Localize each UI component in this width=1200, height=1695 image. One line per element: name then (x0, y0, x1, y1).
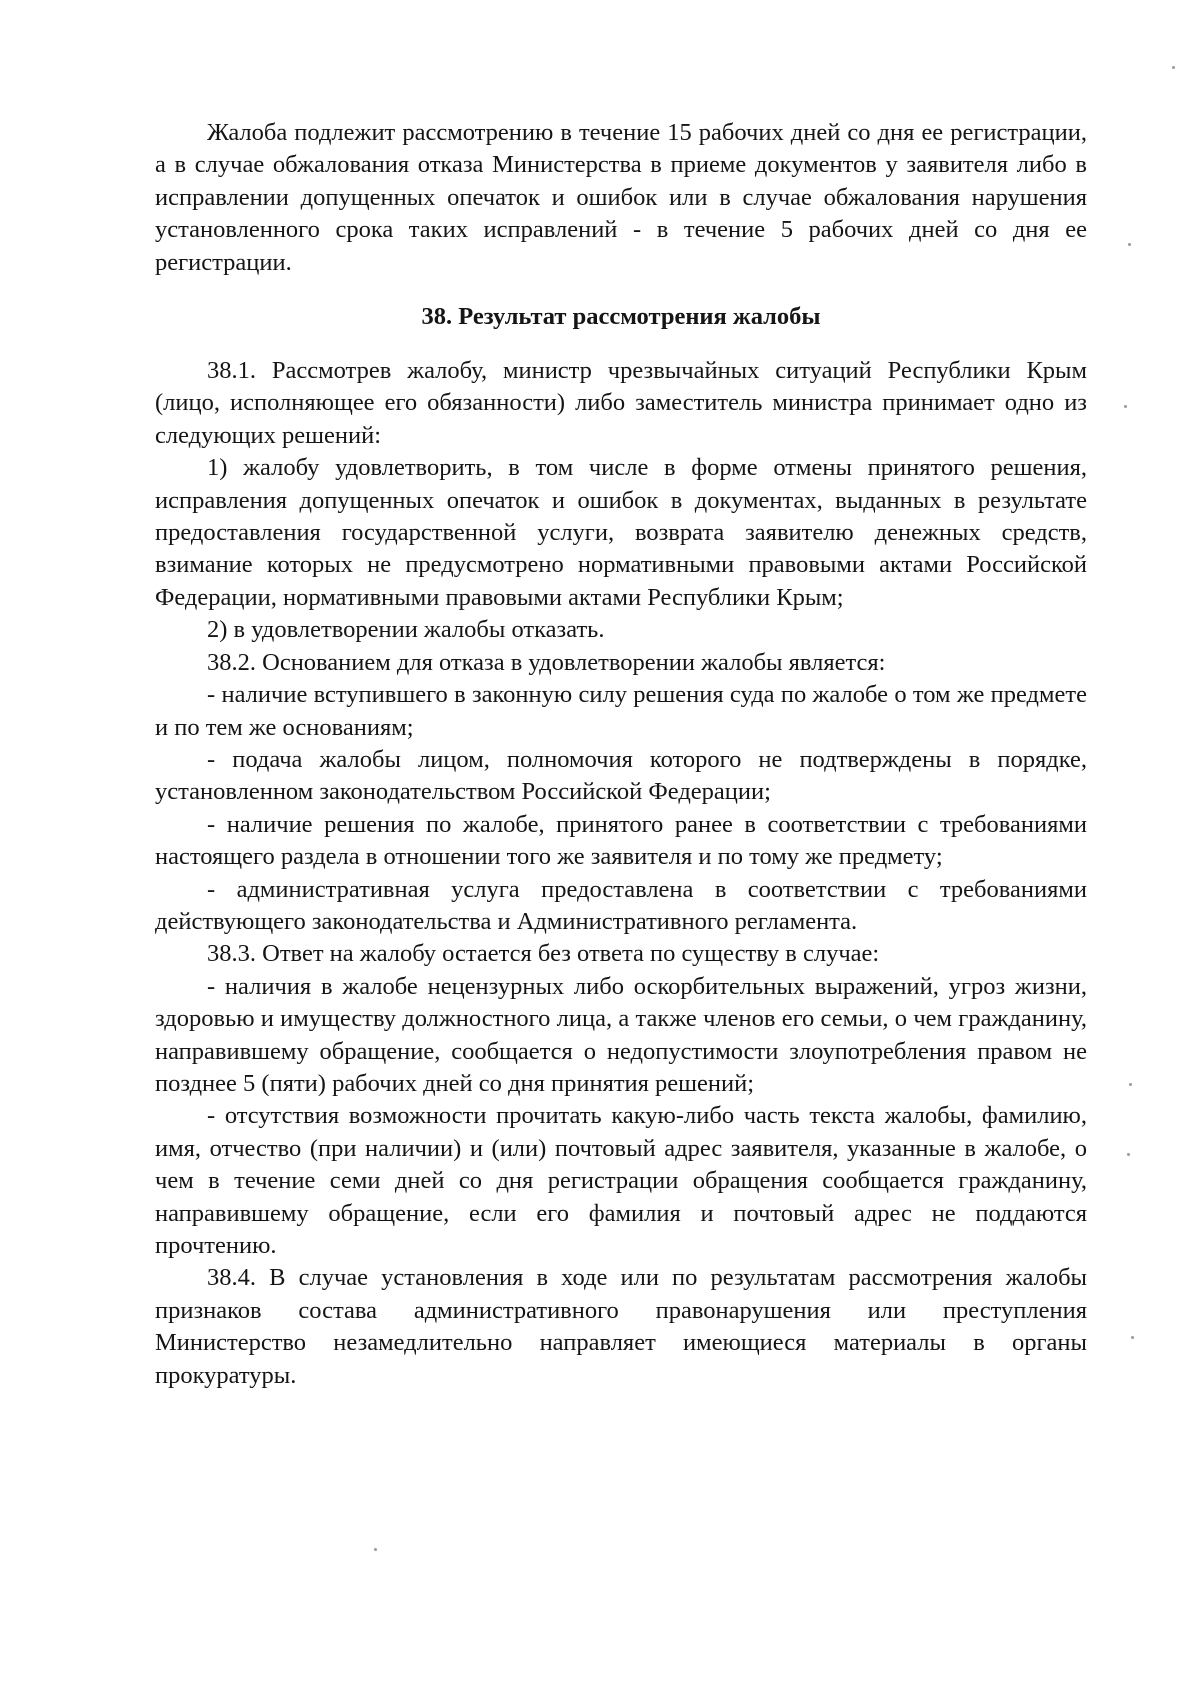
list-item-1: 1) жалобу удовлетворить, в том числе в форме отмены принятого решения, исправления допущенных опечаток и ошибок в документах, выданных в результате предоставления государственной услуги, возврата заявителю денежных средств, взимание которых не предусмотрено нормативными правовыми актами Российской Федерации, нормативными правовыми актами Республики Крым; (155, 454, 1087, 611)
scan-speck (1124, 405, 1127, 408)
paragraph-38-1: 38.1. Рассмотрев жалобу, министр чрезвычайных ситуаций Республики Крым (лицо, исполняющее его обязанности) либо заместитель министра принимает одно из следующих решений: (155, 357, 1087, 449)
case-item-1: - наличия в жалобе нецензурных либо оскорбительных выражений, угроз жизни, здоровью и имуществу должностного лица, а также членов его семьи, о чем гражданину, направившему обращение, сообщается о недопустимости злоупотребления правом не позднее 5 (пяти) рабочих дней со дня принятия решений; (155, 972, 1087, 1097)
reason-item-3: - наличие решения по жалобе, принятого ранее в соответствии с требованиями настоящего раздела в отношении того же заявителя и по тому же предмету; (155, 810, 1087, 871)
reason-item-1: - наличие вступившего в законную силу решения суда по жалобе о том же предмете и по тем же основаниям; (155, 681, 1087, 741)
reason-item-4: - административная услуга предоставлена в соответствии с требованиями действующего законодательства и Административного регламента. (155, 875, 1087, 935)
scan-speck (1127, 1153, 1130, 1156)
paragraph-38-3: 38.3. Ответ на жалобу остается без ответа по существу в случае: (207, 940, 880, 968)
paragraph-38-2: 38.2. Основанием для отказа в удовлетворении жалобы является: (207, 648, 886, 676)
scan-speck (1131, 1336, 1134, 1339)
case-item-2: - отсутствия возможности прочитать какую-либо часть текста жалобы, фамилию, имя, отчество (при наличии) и (или) почтовый адрес заявителя, указанные в жалобе, о чем в течение семи дней со дня регистрации обращения сообщается гражданину, направившему обращение, если его фамилия и почтовый адрес не поддаются прочтению. (155, 1102, 1087, 1259)
scan-speck (1129, 1083, 1132, 1086)
scan-speck (374, 1548, 377, 1551)
scan-speck (1172, 66, 1175, 69)
scan-speck (1128, 243, 1131, 246)
section-heading: 38. Результат рассмотрения жалобы (421, 303, 821, 331)
reason-item-2: - подача жалобы лицом, полномочия которого не подтверждены в порядке, установленном законодательством Российской Федерации; (155, 745, 1087, 806)
list-item-2: 2) в удовлетворении жалобы отказать. (207, 616, 605, 644)
document-body (155, 117, 1087, 1392)
paragraph-38-4: 38.4. В случае установления в ходе или по результатам рассмотрения жалобы признаков состава административного правонарушения или преступления Министерство незамедлительно направляет имеющиеся материалы в органы прокуратуры. (155, 1264, 1087, 1389)
intro-paragraph: Жалоба подлежит рассмотрению в течение 15 рабочих дней со дня ее регистрации, а в случае обжалования отказа Министерства в приеме документов у заявителя либо в исправлении допущенных опечаток и ошибок или в случае обжалования нарушения установленного срока таких исправлений - в течение 5 рабочих дней со дня ее регистрации. (155, 119, 1087, 276)
